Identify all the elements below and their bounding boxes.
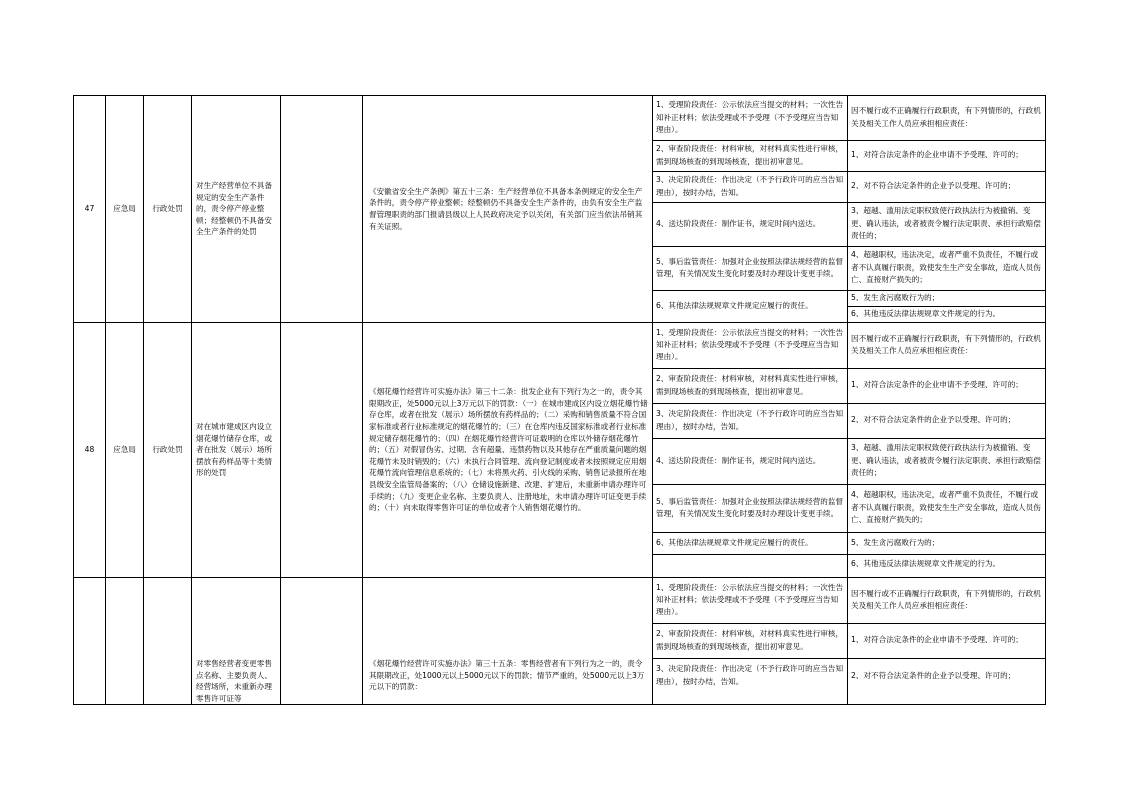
- responsibility-cell: [653, 96, 848, 323]
- responsibility-item: 6、其他法律法规规章文件规定应履行的责任。: [656, 300, 813, 310]
- table-viewport: [73, 95, 1046, 703]
- responsibility-item: 1、受理阶段责任：公示依法应当提交的材料；一次性告知补正材料；依法受理或不予受理（不予受理应当告知理由）。: [653, 323, 847, 368]
- sub-item-cell: [281, 323, 363, 578]
- responsibility-item: 5、事后监管责任：加强对企业按照法律法规经营的监督管理，有关情况发生变化时要及时办理设计变更手续。: [653, 246, 847, 290]
- power-type-cell: 行政处罚: [144, 96, 192, 323]
- liability-item: 4、超越职权，违法决定，或者严重不负责任，不履行或者不认真履行职责，致使发生生产安全事故，造成人员伤亡、直接财产损失的；: [848, 246, 1045, 290]
- table-row: [74, 578, 1046, 705]
- power-type-cell: [144, 578, 192, 705]
- responsibility-item: 5、事后监管责任：加强对企业按照法律法规经营的监督管理，有关情况发生变化时要及时办理设计变更手续。: [653, 484, 847, 532]
- responsibility-item: 1、受理阶段责任：公示依法应当提交的材料；一次性告知补正材料；依法受理或不予受理（不予受理应当告知理由）。: [653, 96, 847, 140]
- liability-item: 4、超越职权，违法决定，或者严重不负责任，不履行或者不认真履行职责，致使发生生产安全事故，造成人员伤亡、直接财产损失的；: [848, 484, 1045, 532]
- responsibility-item: 2、审查阶段责任：材料审核，对材料真实性进行审核，需到现场核查的到现场核查，提出初审意见。: [653, 140, 847, 171]
- liability-cell: [848, 578, 1046, 705]
- power-list-table: [73, 95, 1046, 705]
- liability-item: 2、对不符合法定条件的企业予以受理、许可的；: [851, 670, 1016, 680]
- responsibility-cell: [653, 323, 848, 578]
- liability-item: 6、其他违反法律法规规章文件规定的行为。: [851, 308, 1001, 318]
- responsibility-item: 4、送达阶段责任：制作证书，规定时间内送达。: [653, 202, 847, 246]
- liability-item: 5、发生贪污腐败行为的；: [848, 290, 1045, 306]
- legal-basis-text: 《烟花爆竹经营许可实施办法》第三十五条：零售经营者有下列行为之一的，责令其限期改正，处1000元以上5000元以下的罚款；情节严重的，处5000元以上3万元以下的罚款：: [369, 659, 645, 692]
- liability-item: 3、超越、滥用法定职权致使行政执法行为被撤销、变更、确认违法，或者被责令履行法定职责、承担行政赔偿责任的；: [848, 438, 1045, 484]
- sub-item-cell: [281, 96, 363, 323]
- table-row: [74, 323, 1046, 578]
- responsibility-item: 3、决定阶段责任：作出决定（不予行政许可的应当告知理由），按时办结，告知。: [653, 403, 847, 438]
- department-cell: 应急局: [106, 96, 144, 323]
- power-item-cell: 对生产经营单位不具备规定的安全生产条件的，责令停产停业整顿；经整顿仍不具备安全生产条件的处罚: [192, 96, 281, 323]
- table-row: [74, 96, 1046, 323]
- sub-item-cell: [281, 578, 363, 705]
- liability-item: 1、对符合法定条件的企业申请不予受理、许可的；: [848, 368, 1045, 403]
- liability-item: 2、对不符合法定条件的企业予以受理、许可的；: [848, 171, 1045, 202]
- power-item-cell: [192, 578, 281, 705]
- responsibility-item: [653, 554, 847, 574]
- responsibility-item: 6、其他法律法规规章文件规定应履行的责任。: [653, 532, 847, 554]
- row-number: 47: [74, 96, 106, 323]
- responsibility-list: [653, 96, 847, 321]
- liability-item: 因不履行或不正确履行行政职责，有下列情形的，行政机关及相关工作人员应承担相应责任：: [848, 578, 1045, 623]
- legal-basis-cell: [363, 578, 653, 705]
- department-cell: 应急局: [106, 323, 144, 578]
- legal-basis-cell: 《烟花爆竹经营许可实施办法》第三十二条：批发企业有下列行为之一的，责令其限期改正，处5000元以上3万元以下的罚款：（一）在城市建成区内设立烟花爆竹储存仓库，或者在批发（展示）场所摆放有药样品的；（二）采购和销售质量不符合国家标准或者行业标准规定的烟花爆竹的；（三）在仓库内违反国家标准或者行业标准规定储存烟花爆竹的；（四）在烟花爆竹经营许可证载明的仓库以外储存烟花爆竹的；（五）对假冒伪劣、过期、含有超量、违禁药物以及其他存在严重质量问题的烟花爆竹未及时销毁的；（六）未执行合同管理、流向登记制度或者未按照规定应用烟花爆竹流向管理信息系统的；（七）未将黑火药、引火线的采购、销售记录报所在地县级安全监管局备案的；（八）仓储设施新建、改建、扩建后，未重新申请办理许可手续的；（九）变更企业名称、主要负责人、注册地址，未申请办理许可证变更手续的；（十）向未取得零售许可证的单位或者个人销售烟花爆竹的。: [363, 323, 653, 578]
- liability-cell: [848, 323, 1046, 578]
- responsibility-item: 2、审查阶段责任：材料审核，对材料真实性进行审核，需到现场核查的到现场核查，提出初审意见。: [653, 368, 847, 403]
- responsibility-item: 1、受理阶段责任：公示依法应当提交的材料；一次性告知补正材料；依法受理或不予受理（不予受理应当告知理由）。: [653, 578, 847, 623]
- responsibility-list: [653, 578, 847, 693]
- liability-list: [848, 323, 1045, 574]
- liability-item: 3、超越、滥用法定职权致使行政执法行为被撤销、变更、确认违法，或者被责令履行法定职责、承担行政赔偿责任的；: [848, 202, 1045, 246]
- power-item-cell: 对在城市建成区内设立烟花爆竹储存仓库，或者在批发（展示）场所摆放有药样品等十类情形的处罚: [192, 323, 281, 578]
- liability-item: 2、对不符合法定条件的企业予以受理、许可的；: [848, 403, 1045, 438]
- liability-item: 1、对符合法定条件的企业申请不予受理、许可的；: [848, 623, 1045, 658]
- liability-item: 因不履行或不正确履行行政职责，有下列情形的，行政机关及相关工作人员应承担相应责任：: [848, 96, 1045, 140]
- liability-item: 因不履行或不正确履行行政职责，有下列情形的，行政机关及相关工作人员应承担相应责任：: [848, 323, 1045, 368]
- liability-item: 1、对符合法定条件的企业申请不予受理、许可的；: [848, 140, 1045, 171]
- liability-cell: [848, 96, 1046, 323]
- liability-list: [848, 96, 1045, 321]
- liability-item: 5、发生贪污腐败行为的；: [848, 532, 1045, 554]
- responsibility-item: 3、决定阶段责任：作出决定（不予行政许可的应当告知理由），按时办结，告知。: [653, 171, 847, 202]
- liability-list: [848, 578, 1045, 693]
- responsibility-item: 2、审查阶段责任：材料审核，对材料真实性进行审核，需到现场核查的到现场核查，提出初审意见。: [653, 623, 847, 658]
- power-item-text: 对零售经营者变更零售点名称、主要负责人、经营场所，未重新办理零售许可证等: [196, 659, 272, 703]
- liability-item: 6、其他违反法律法规规章文件规定的行为。: [851, 559, 1001, 569]
- responsibility-item: 3、决定阶段责任：作出决定（不予行政许可的应当告知理由），按时办结，告知。: [656, 664, 844, 686]
- power-type-cell: 行政处罚: [144, 323, 192, 578]
- row-number: [74, 578, 106, 705]
- responsibility-cell: [653, 578, 848, 705]
- department-cell: [106, 578, 144, 705]
- legal-basis-cell: 《安徽省安全生产条例》第五十三条：生产经营单位不具备本条例规定的安全生产条件的，责令停产停业整顿；经整顿仍不具备安全生产条件的，由负有安全生产监督管理职责的部门报请县级以上人民政府决定予以关闭，有关部门应当依法吊销其有关证照。: [363, 96, 653, 323]
- responsibility-item: 4、送达阶段责任：制作证书，规定时间内送达。: [653, 438, 847, 484]
- responsibility-list: [653, 323, 847, 574]
- row-number: 48: [74, 323, 106, 578]
